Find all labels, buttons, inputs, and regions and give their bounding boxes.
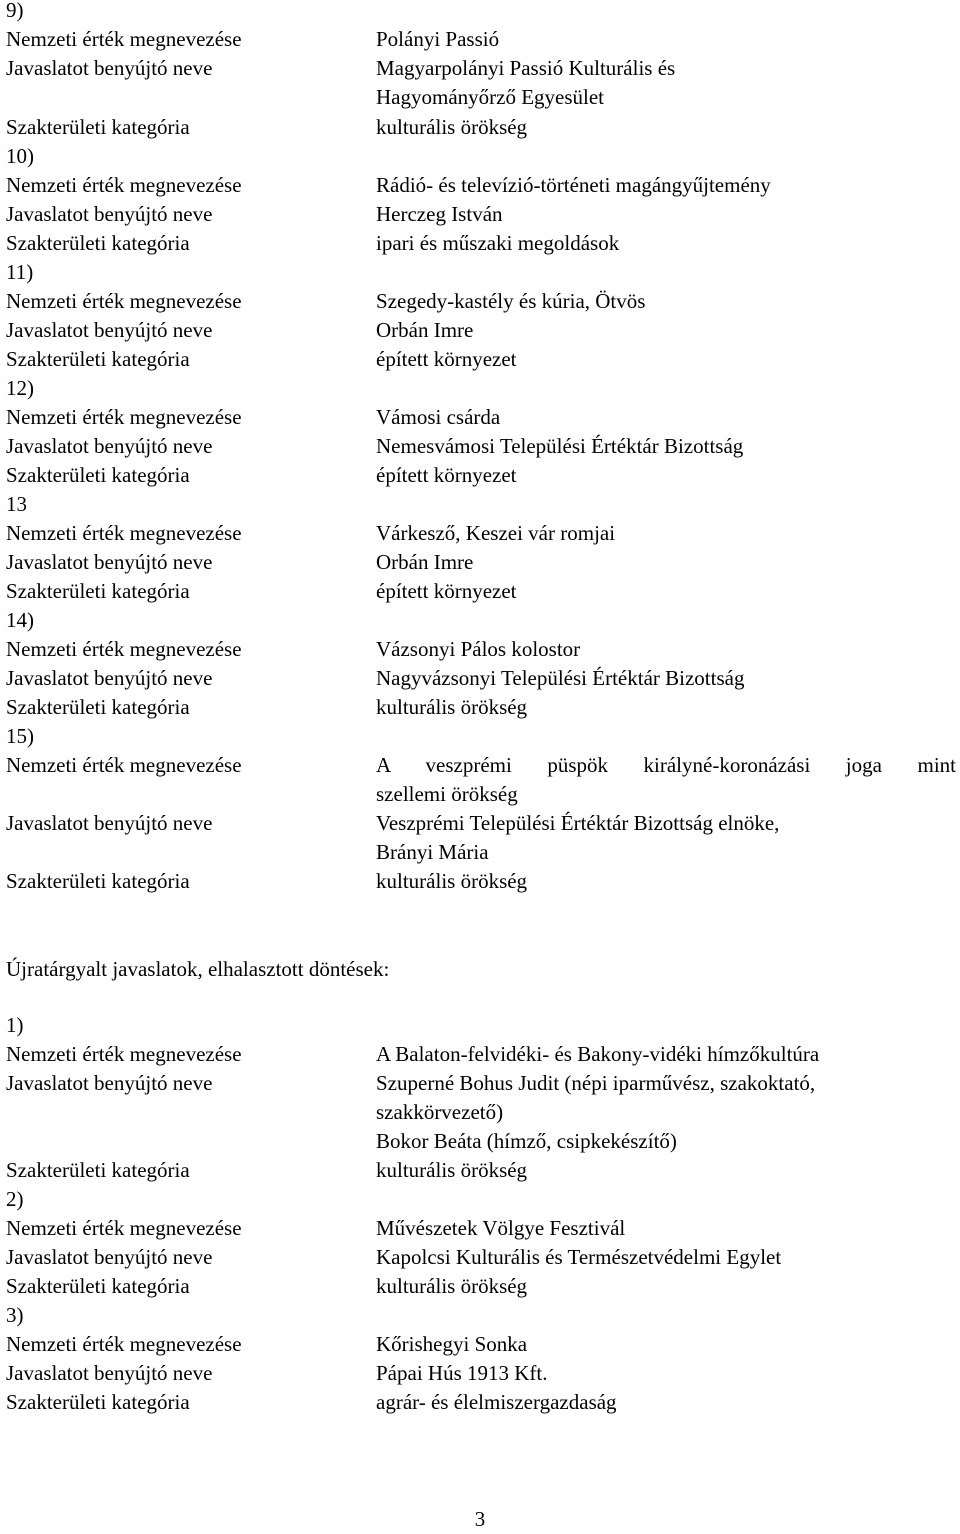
category-label: Szakterületi kategória xyxy=(6,869,190,893)
entry-number: 1) xyxy=(6,1013,24,1037)
proposer-value: Orbán Imre xyxy=(376,318,474,342)
category-label: Szakterületi kategória xyxy=(6,1274,190,1298)
name-value: Vámosi csárda xyxy=(376,405,501,429)
name-label: Nemzeti érték megnevezése xyxy=(6,637,242,661)
name-label: Nemzeti érték megnevezése xyxy=(6,1042,242,1066)
name-label: Nemzeti érték megnevezése xyxy=(6,289,242,313)
name-value: Művészetek Völgye Fesztivál xyxy=(376,1216,626,1240)
name-label: Nemzeti érték megnevezése xyxy=(6,173,242,197)
proposer-label: Javaslatot benyújtó neve xyxy=(6,1071,213,1095)
proposer-label: Javaslatot benyújtó neve xyxy=(6,318,213,342)
name-label: Nemzeti érték megnevezése xyxy=(6,1216,242,1240)
name-label: Nemzeti érték megnevezése xyxy=(6,753,242,777)
category-label: Szakterületi kategória xyxy=(6,231,190,255)
proposer-label: Javaslatot benyújtó neve xyxy=(6,202,213,226)
name-value: A Balaton-felvidéki- és Bakony-vidéki hímzőkultúra xyxy=(376,1042,820,1066)
proposer-value: Nemesvámosi Települési Értéktár Bizottság xyxy=(376,434,744,458)
category-value: épített környezet xyxy=(376,463,517,487)
entry-number: 15) xyxy=(6,724,34,748)
category-label: Szakterületi kategória xyxy=(6,1390,190,1414)
category-value: épített környezet xyxy=(376,347,517,371)
name-value: Rádió- és televízió-történeti magángyűjtemény xyxy=(376,173,771,197)
proposer-label: Javaslatot benyújtó neve xyxy=(6,666,213,690)
name-label: Nemzeti érték megnevezése xyxy=(6,27,242,51)
proposer-value: Brányi Mária xyxy=(376,840,489,864)
proposer-value: Bokor Beáta (hímző, csipkekészítő) xyxy=(376,1129,677,1153)
entry-number: 3) xyxy=(6,1303,24,1327)
category-value: ipari és műszaki megoldások xyxy=(376,231,620,255)
proposer-label: Javaslatot benyújtó neve xyxy=(6,434,213,458)
name-value: Polányi Passió xyxy=(376,27,500,51)
category-label: Szakterületi kategória xyxy=(6,695,190,719)
category-label: Szakterületi kategória xyxy=(6,115,190,139)
proposer-label: Javaslatot benyújtó neve xyxy=(6,550,213,574)
proposer-value: Pápai Hús 1913 Kft. xyxy=(376,1361,548,1385)
proposer-label: Javaslatot benyújtó neve xyxy=(6,1361,213,1385)
entry-number: 2) xyxy=(6,1187,24,1211)
name-value: Várkesző, Keszei vár romjai xyxy=(376,521,616,545)
entry-number: 12) xyxy=(6,376,34,400)
category-value: kulturális örökség xyxy=(376,115,528,139)
category-value: kulturális örökség xyxy=(376,1158,528,1182)
name-value: Vázsonyi Pálos kolostor xyxy=(376,637,581,661)
proposer-value: Herczeg István xyxy=(376,202,503,226)
proposer-label: Javaslatot benyújtó neve xyxy=(6,56,213,80)
name-value-continued: szellemi örökség xyxy=(376,782,518,806)
name-label: Nemzeti érték megnevezése xyxy=(6,405,242,429)
proposer-value: Kapolcsi Kulturális és Természetvédelmi Egylet xyxy=(376,1245,782,1269)
category-value: kulturális örökség xyxy=(376,695,528,719)
proposer-value: Orbán Imre xyxy=(376,550,474,574)
page-number: 3 xyxy=(474,1507,486,1531)
proposer-value: Magyarpolányi Passió Kulturális és xyxy=(376,56,676,80)
entry-number: 14) xyxy=(6,608,34,632)
name-label: Nemzeti érték megnevezése xyxy=(6,1332,242,1356)
proposer-label: Javaslatot benyújtó neve xyxy=(6,811,213,835)
category-value: kulturális örökség xyxy=(376,1274,528,1298)
entry-number: 10) xyxy=(6,144,34,168)
category-label: Szakterületi kategória xyxy=(6,463,190,487)
name-label: Nemzeti érték megnevezése xyxy=(6,521,242,545)
category-value: kulturális örökség xyxy=(376,869,528,893)
category-label: Szakterületi kategória xyxy=(6,1158,190,1182)
category-label: Szakterületi kategória xyxy=(6,579,190,603)
category-label: Szakterületi kategória xyxy=(6,347,190,371)
proposer-value: Veszprémi Települési Értéktár Bizottság elnöke, xyxy=(376,811,780,835)
proposer-value: szakkörvezető) xyxy=(376,1100,504,1124)
name-value: A veszprémi püspök királyné-koronázási joga mint xyxy=(376,753,956,777)
proposer-value: Szuperné Bohus Judit (népi iparművész, szakoktató, xyxy=(376,1071,816,1095)
proposer-label: Javaslatot benyújtó neve xyxy=(6,1245,213,1269)
category-value: agrár- és élelmiszergazdaság xyxy=(376,1390,617,1414)
name-value: Kőrishegyi Sonka xyxy=(376,1332,528,1356)
proposer-value: Hagyományőrző Egyesület xyxy=(376,85,605,109)
section-heading: Újratárgyalt javaslatok, elhalasztott döntések: xyxy=(6,957,390,981)
entry-number: 11) xyxy=(6,260,34,284)
category-value: épített környezet xyxy=(376,579,517,603)
entry-number: 9) xyxy=(6,0,24,22)
entry-number: 13 xyxy=(6,492,27,516)
proposer-value: Nagyvázsonyi Települési Értéktár Bizottság xyxy=(376,666,745,690)
name-value: Szegedy-kastély és kúria, Ötvös xyxy=(376,289,646,313)
